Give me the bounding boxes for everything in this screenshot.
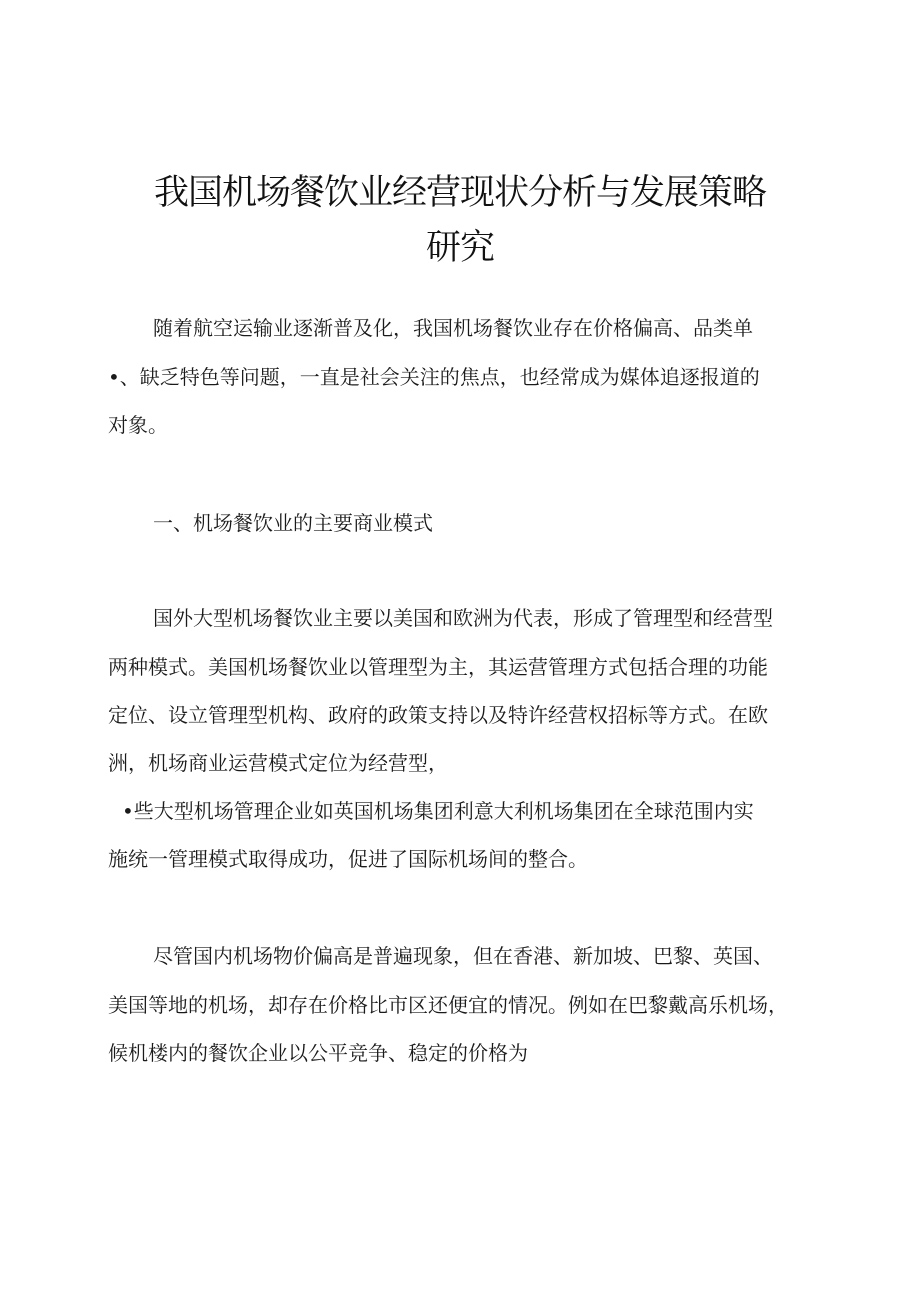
- title-line-1: 我国机场餐饮业经营现状分析与发展策略: [153, 173, 766, 213]
- paragraph-4-line-2: 施统一管理模式取得成功，促进了国际机场间的整合。: [108, 847, 588, 871]
- paragraph-3-line-3: 定位、设立管理型机构、政府的政策支持以及特许经营权招标等方式。在欧: [108, 703, 768, 727]
- paragraph-1-line-2: •、缺乏特色等问题，一直是社会关注的焦点，也经常成为媒体追逐报道的: [108, 365, 760, 389]
- paragraph-5-line-3: 候机楼内的餐饮企业以公平竞争、稳定的价格为: [108, 1041, 528, 1065]
- document-title: [100, 166, 820, 276]
- title-line-2: 研究: [425, 228, 494, 268]
- paragraph-4-line-1: •些大型机场管理企业如英国机场集团利意大利机场集团在全球范围内实: [122, 799, 754, 823]
- paragraph-5-line-1: 尽管国内机场物价偏高是普遍现象，但在香港、新加坡、巴黎、英国、: [153, 944, 773, 968]
- paragraph-3-line-1: 国外大型机场餐饮业主要以美国和欧洲为代表，形成了管理型和经营型: [153, 606, 773, 630]
- paragraph-5-line-2: 美国等地的机场，却存在价格比市区还便宜的情况。例如在巴黎戴高乐机场，: [108, 993, 788, 1017]
- paragraph-3-line-2: 两种模式。美国机场餐饮业以管理型为主，其运营管理方式包括合理的功能: [108, 655, 768, 679]
- section-heading: 一、机场餐饮业的主要商业模式: [153, 511, 433, 535]
- paragraph-1-line-1: 随着航空运输业逐渐普及化，我国机场餐饮业存在价格偏高、品类单: [153, 316, 753, 340]
- paragraph-3-line-4: 洲，机场商业运营模式定位为经营型，: [108, 751, 448, 775]
- paragraph-1-line-3: 对象。: [108, 413, 168, 437]
